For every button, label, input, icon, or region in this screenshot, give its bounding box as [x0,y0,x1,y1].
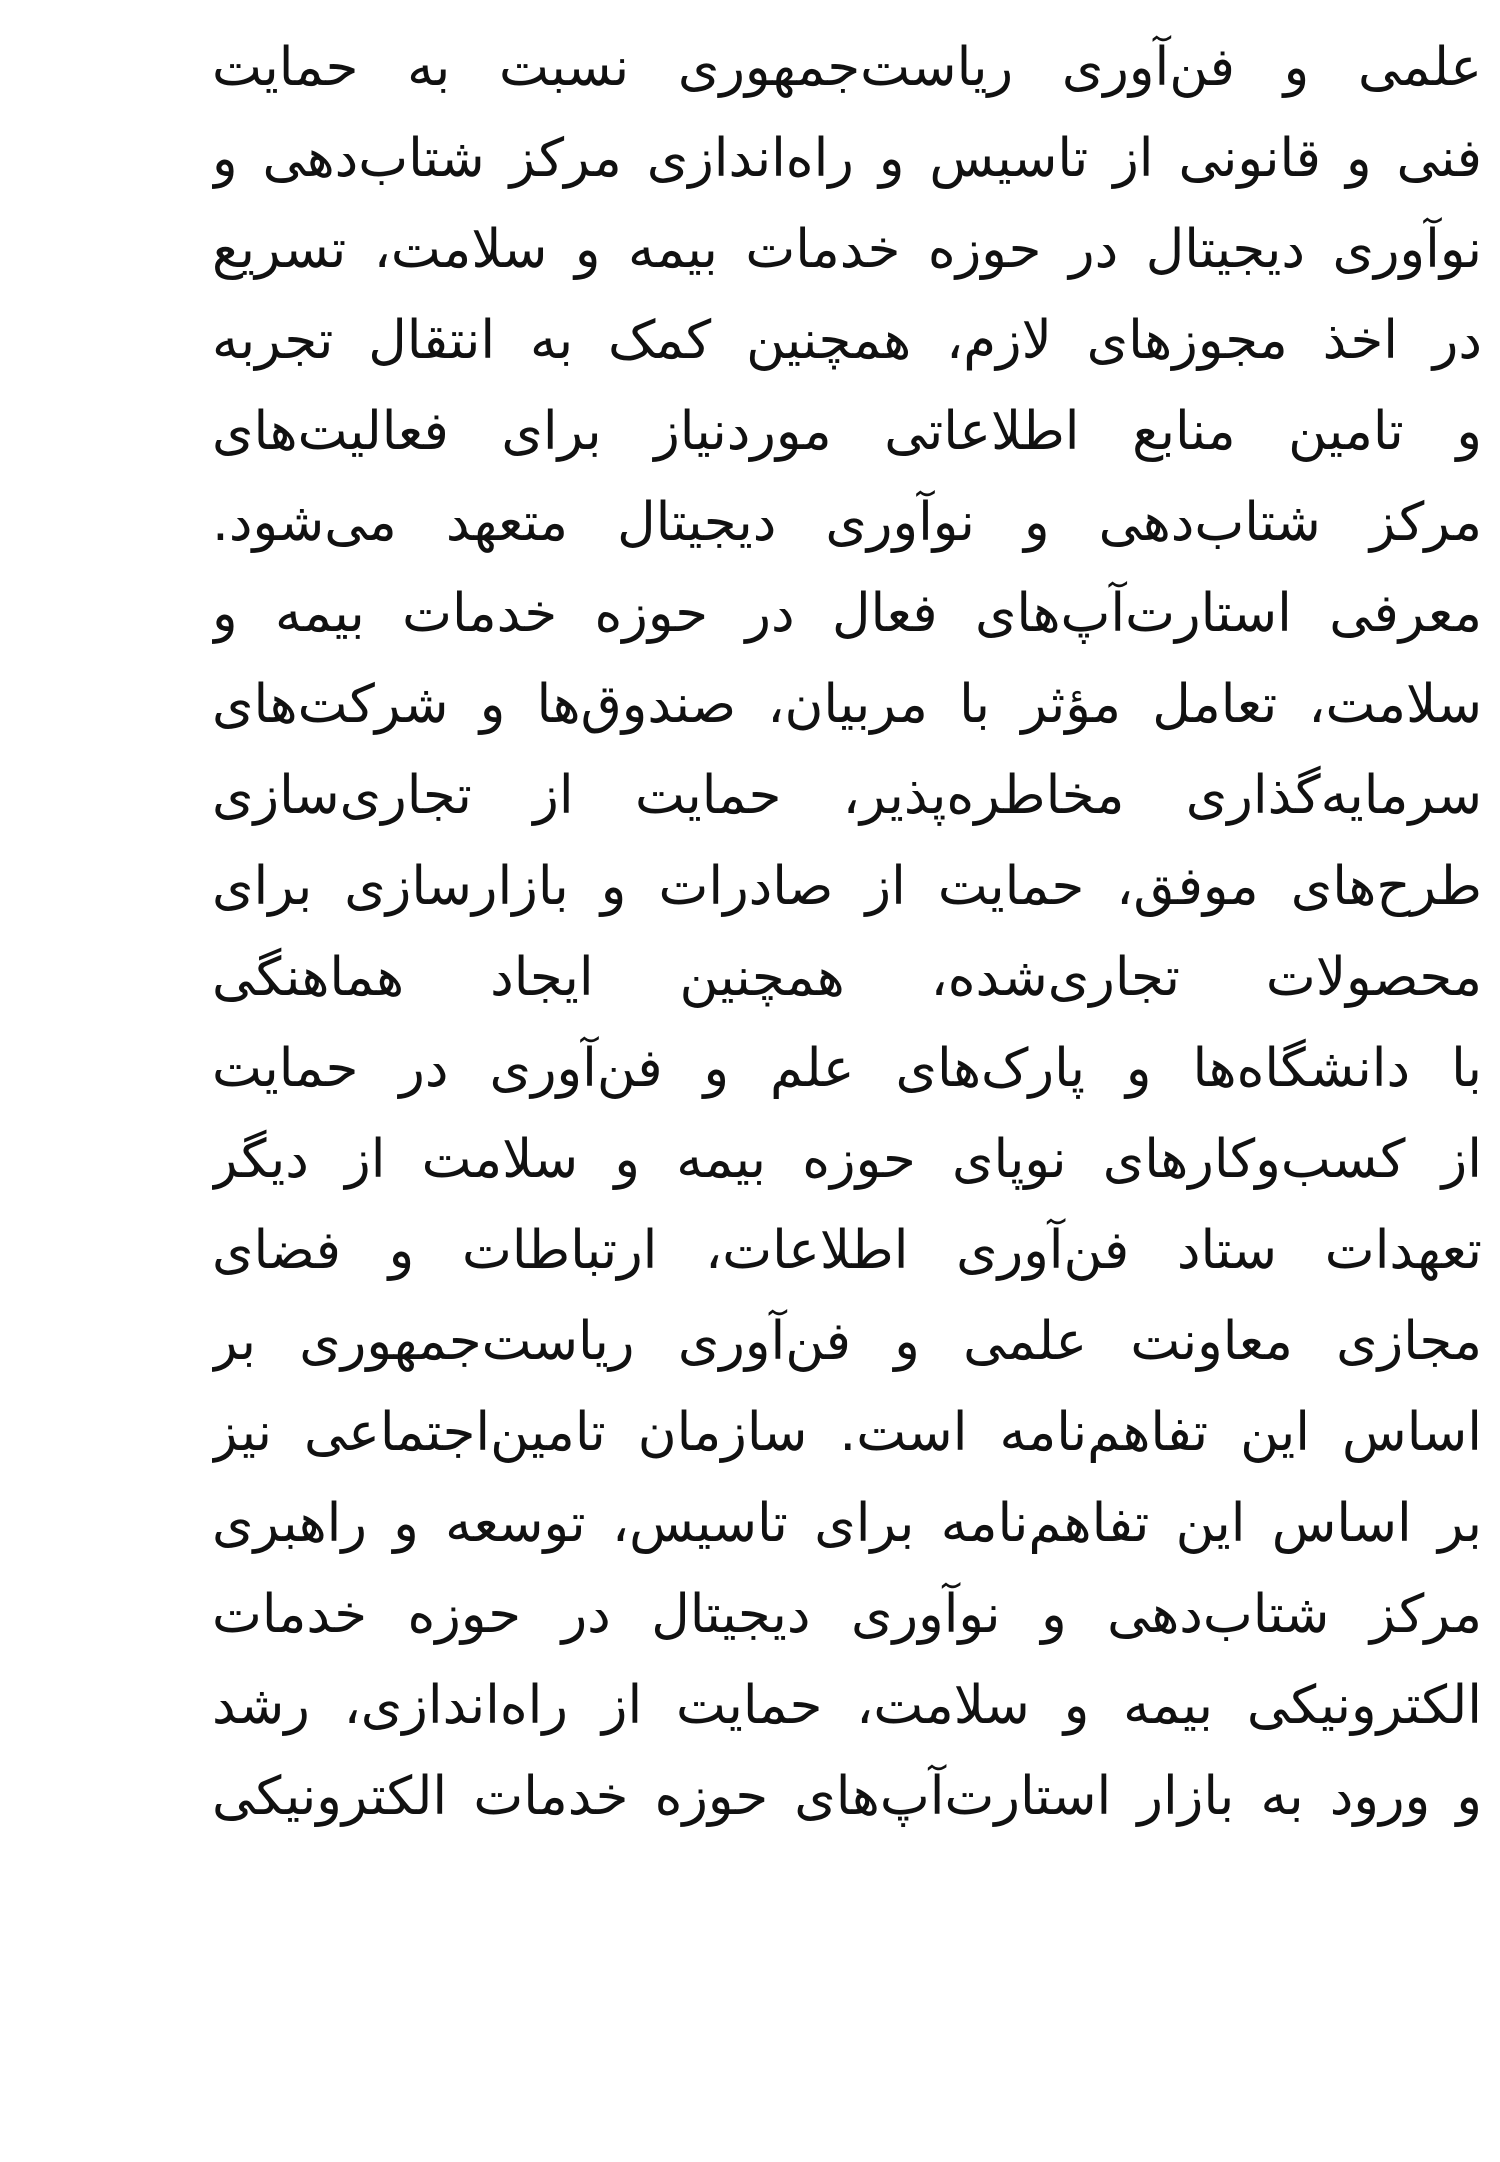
text-line: سلامت، تعامل مؤثر با مربیان، صندوق‌ها و شرکت‌های [212,674,1482,735]
text-line: و تامین منابع اطلاعاتی موردنیاز برای فعالیت‌های [212,401,1482,462]
text-line: بر اساس این تفاهم‌نامه برای تاسیس، توسعه و راهبری [212,1493,1482,1554]
article-text-column [212,22,1482,1842]
text-line: فنی و قانونی از تاسیس و راه‌اندازی مرکز شتاب‌دهی و [212,128,1482,189]
text-line: با دانشگاه‌ها و پارک‌های علم و فن‌آوری در حمایت [212,1038,1482,1099]
text-line: تعهدات ستاد فن‌آوری اطلاعات، ارتباطات و فضای [212,1220,1482,1281]
text-line: از کسب‌وکارهای نوپای حوزه بیمه و سلامت از دیگر [212,1129,1482,1190]
text-line: اساس این تفاهم‌نامه است. سازمان تامین‌اجتماعی نیز [212,1402,1482,1463]
text-line: نوآوری دیجیتال در حوزه خدمات بیمه و سلامت، تسریع [212,219,1482,280]
text-line: معرفی استارت‌آپ‌های فعال در حوزه خدمات بیمه و [212,583,1482,644]
text-line: الکترونیکی بیمه و سلامت، حمایت از راه‌اندازی، رشد [212,1675,1482,1736]
text-line: مجازی معاونت علمی و فن‌آوری ریاست‌جمهوری بر [212,1311,1482,1372]
text-line: مرکز شتاب‌دهی و نوآوری دیجیتال متعهد می‌شود. [212,492,1482,553]
text-line: محصولات تجاری‌شده، همچنین ایجاد هماهنگی [212,947,1482,1008]
text-line: سرمایه‌گذاری مخاطره‌پذیر، حمایت از تجاری‌سازی [212,765,1482,826]
text-line: طرح‌های موفق، حمایت از صادرات و بازارسازی برای [212,856,1482,917]
text-line: علمی و فن‌آوری ریاست‌جمهوری نسبت به حمایت [212,37,1482,98]
text-line: و ورود به بازار استارت‌آپ‌های حوزه خدمات الکترونیکی [212,1766,1482,1827]
text-line: مرکز شتاب‌دهی و نوآوری دیجیتال در حوزه خدمات [212,1584,1482,1645]
text-line: در اخذ مجوزهای لازم، همچنین کمک به انتقال تجربه [212,310,1482,371]
